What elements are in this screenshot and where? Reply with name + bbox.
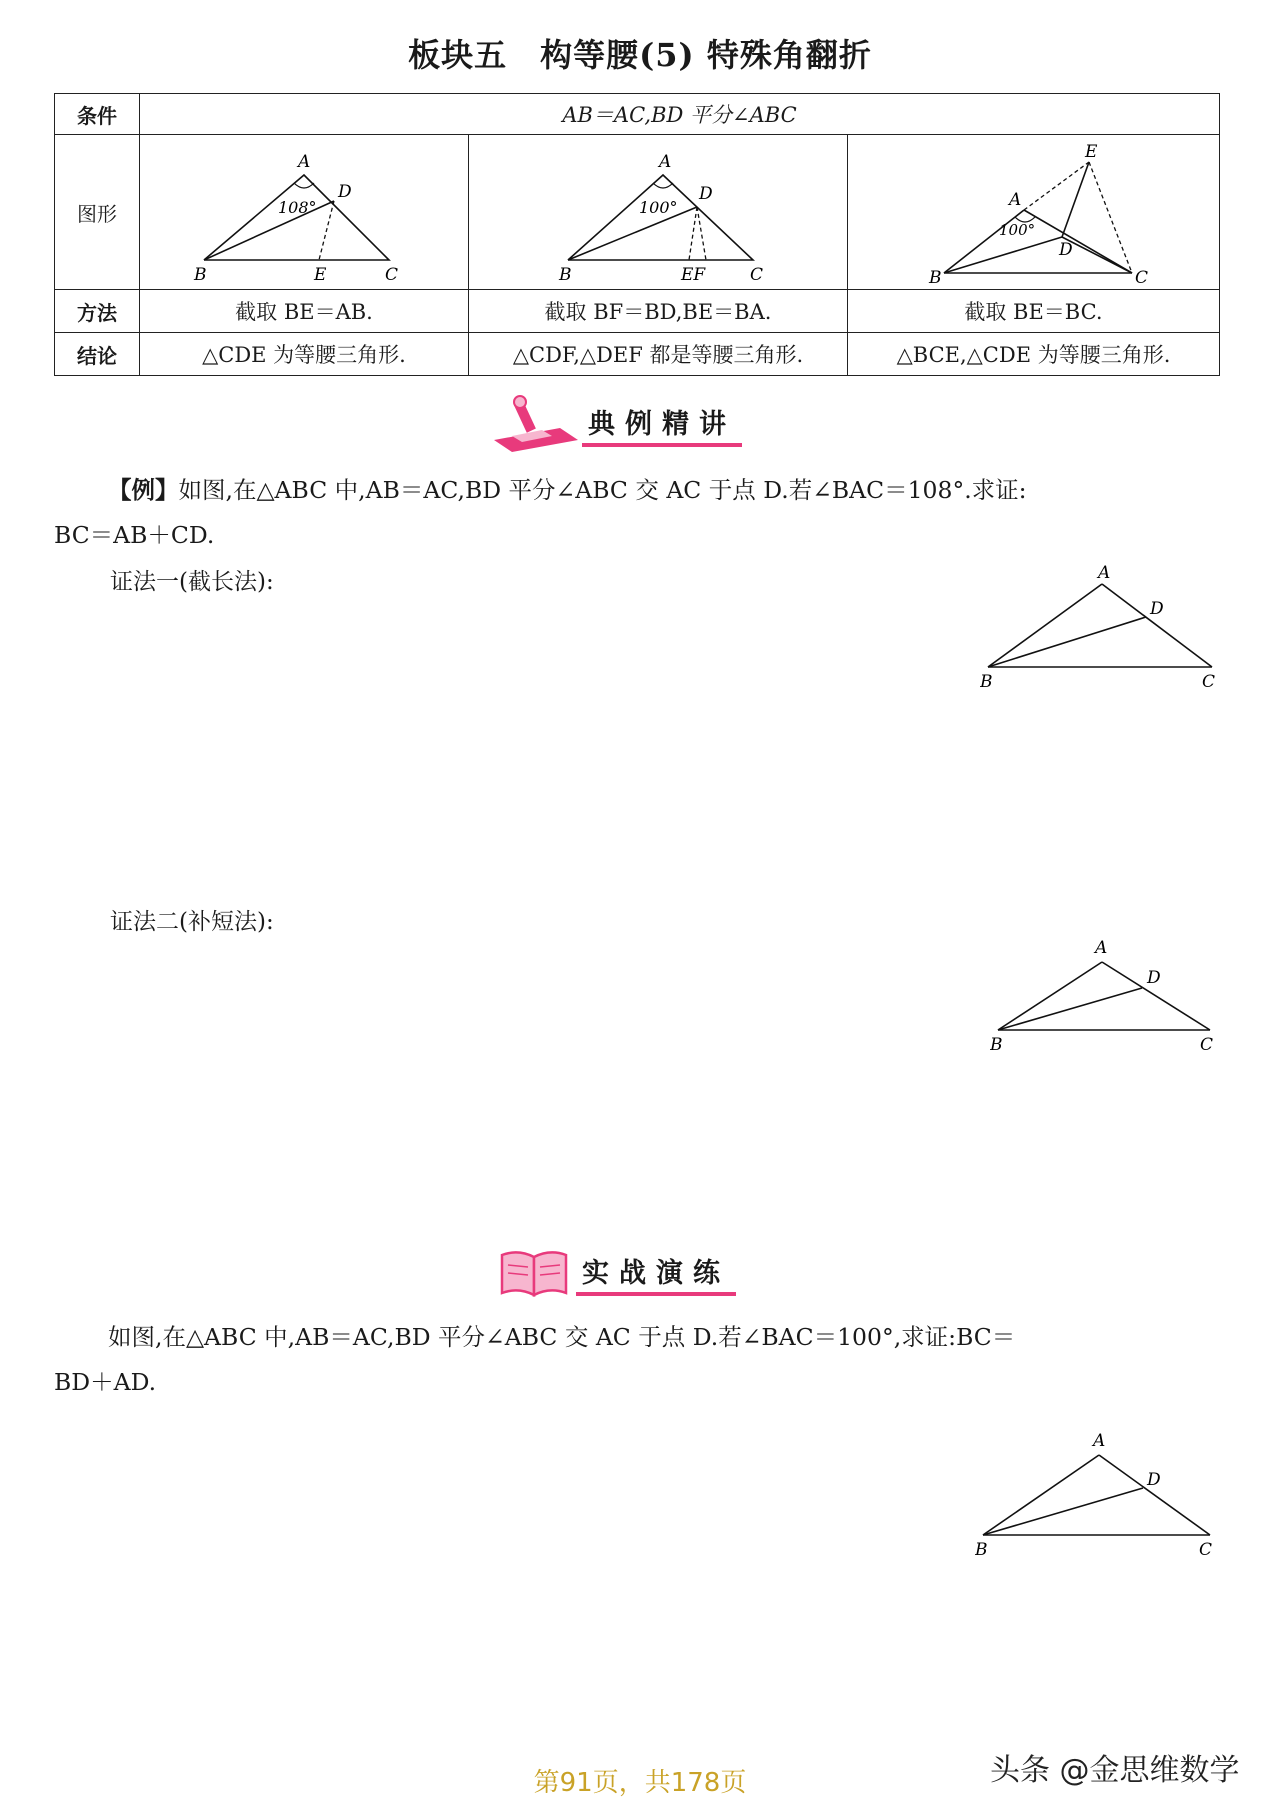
fig2-label-EF: EF: [681, 265, 706, 285]
fig3-label-C: C: [1134, 268, 1148, 287]
row-head-conclusion: 结论: [55, 333, 140, 376]
microscope-icon: [490, 392, 582, 454]
row-head-condition: 条件: [55, 94, 140, 135]
fig1-angle-label: 108°: [278, 198, 317, 217]
ex1-label-A: A: [1098, 563, 1111, 583]
table-row-condition: [55, 94, 1220, 135]
fig2-label-A: A: [659, 152, 672, 172]
page-title: 板块五 构等腰(5) 特殊角翻折: [408, 36, 872, 74]
ex2-label-A: A: [1095, 938, 1108, 958]
fig3-label-E: E: [1084, 142, 1097, 162]
example-tag: 【例】: [108, 476, 179, 504]
figure-cell-3: [848, 135, 1220, 290]
practice-label-A: A: [1093, 1431, 1106, 1451]
fig2-label-C: C: [750, 265, 764, 285]
watermark: 头条 @金思维数学: [990, 1753, 1240, 1788]
conclusion-cell-3: △BCE,△CDE 为等腰三角形.: [848, 333, 1220, 376]
section-title-practice: 实战演练: [576, 1249, 736, 1296]
practice-label-D: D: [1147, 1470, 1161, 1490]
fig1-label-B: B: [194, 265, 207, 285]
ex2-label-D: D: [1147, 968, 1161, 988]
ex1-label-C: C: [1202, 672, 1216, 692]
method-cell-3: 截取 BE＝BC.: [848, 290, 1220, 333]
section-banner-practice: [496, 1243, 736, 1301]
figure-cell-1: [140, 135, 469, 290]
method-cell-1: 截取 BE＝AB.: [140, 290, 469, 333]
practice-label-B: B: [975, 1540, 988, 1560]
fig3-angle-label: 100°: [998, 221, 1035, 239]
method-two-label: 证法二(补短法):: [110, 909, 274, 935]
example-line-1: [54, 468, 1224, 513]
figure-2-diagram: [473, 137, 843, 287]
condition-table: [54, 93, 1220, 376]
example-problem: [54, 468, 1224, 558]
example-text-1: 如图,在△ABC 中,AB＝AC,BD 平分∠ABC 交 AC 于点 D.若∠BAC＝108°.求证:: [178, 476, 1027, 504]
figure-3-diagram: [849, 137, 1219, 287]
section-banner-examples: [490, 392, 742, 454]
figure-cell-2: [469, 135, 848, 290]
fig1-label-E: E: [314, 265, 327, 285]
condition-text: [140, 94, 1220, 135]
ex1-label-B: B: [980, 672, 993, 692]
row-head-figure: 图形: [55, 135, 140, 290]
method-one-label: 证法一(截长法):: [110, 569, 274, 595]
fig3-label-D: D: [1058, 240, 1073, 260]
fig1-label-A: A: [298, 152, 311, 172]
table-row-figure: [55, 135, 1220, 290]
page-footer: 第91页，共178页: [533, 1768, 747, 1798]
fig2-label-B: B: [559, 265, 572, 285]
fig2-label-D: D: [699, 184, 713, 204]
ex1-label-D: D: [1150, 599, 1164, 619]
table-row-conclusion: [55, 333, 1220, 376]
section-title-examples: 典例精讲: [582, 400, 742, 447]
table-row-method: [55, 290, 1220, 333]
practice-problem: [54, 1315, 1224, 1405]
row-head-method: 方法: [55, 290, 140, 333]
practice-line-1: 如图,在△ABC 中,AB＝AC,BD 平分∠ABC 交 AC 于点 D.若∠BAC＝100°,求证:BC＝: [108, 1323, 1016, 1351]
practice-label-C: C: [1199, 1540, 1213, 1560]
example-figure-2: [990, 932, 1220, 1057]
example-figure-1: [980, 562, 1220, 697]
ex2-label-B: B: [990, 1035, 1003, 1055]
fig1-label-D: D: [338, 182, 352, 202]
method-cell-2: 截取 BF＝BD,BE＝BA.: [469, 290, 848, 333]
example-line-2: BC＝AB＋CD.: [54, 521, 215, 549]
condition-value: AB＝AC,BD 平分∠ABC: [562, 103, 797, 127]
fig2-angle-label: 100°: [639, 198, 678, 217]
fig1-label-C: C: [385, 265, 399, 285]
figure-1-diagram: [144, 137, 464, 287]
fig3-label-A: A: [1008, 190, 1021, 210]
conclusion-cell-1: △CDE 为等腰三角形.: [140, 333, 469, 376]
practice-line-2: BD＋AD.: [54, 1368, 157, 1396]
conclusion-cell-2: △CDF,△DEF 都是等腰三角形.: [469, 333, 848, 376]
book-icon: [496, 1243, 576, 1301]
ex2-label-C: C: [1200, 1035, 1214, 1055]
fig3-label-B: B: [928, 268, 941, 287]
practice-figure: [975, 1428, 1220, 1563]
